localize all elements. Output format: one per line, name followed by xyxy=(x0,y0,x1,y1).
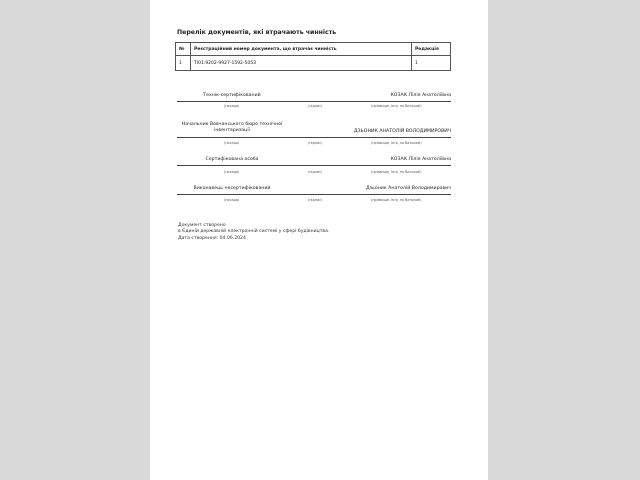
hint-position: (посада) xyxy=(224,104,240,108)
column-header-registration-number: Реєстраційний номер документа, що втрачає чинність xyxy=(191,43,412,56)
row-revision: 1 xyxy=(412,56,451,71)
hint-full-name: (прізвище, ім'я, по батькові) xyxy=(371,170,422,174)
hint-position: (посада) xyxy=(224,198,240,202)
row-registration-number: ТІ01:9202-9927-1592-5053 xyxy=(191,56,412,71)
hint-signature: (підпис) xyxy=(308,198,323,202)
signature-role: Виконавець несертифікований xyxy=(193,186,271,191)
hint-full-name: (прізвище, ім'я, по батькові) xyxy=(371,141,422,145)
column-header-number: № xyxy=(176,43,191,56)
hint-full-name: (прізвище, ім'я, по батькові) xyxy=(371,198,422,202)
hint-full-name: (прізвище, ім'я, по батькові) xyxy=(371,104,422,108)
signature-name: ДЗЬОНИК АНАТОЛІЙ ВОЛОДИМИРОВИЧ xyxy=(353,129,451,134)
documents-table xyxy=(175,42,451,71)
signature-name: КОЗАК Лілія Анатоліївна xyxy=(390,157,451,162)
hint-signature: (підпис) xyxy=(308,170,323,174)
signature-name: КОЗАК Лілія Анатоліївна xyxy=(390,93,451,98)
signature-line xyxy=(177,194,451,195)
footer-created-label: Документ створено xyxy=(178,223,226,228)
footer-creation-date: Дата створення: 04.06.2024 xyxy=(178,235,246,241)
row-number: 1 xyxy=(176,56,191,71)
column-header-revision: Редакція xyxy=(412,43,451,56)
signature-line xyxy=(177,101,451,102)
signature-block-head-of-bureau xyxy=(177,120,451,150)
document-page xyxy=(150,0,488,480)
hint-position: (посада) xyxy=(224,141,240,145)
signature-line xyxy=(177,165,451,166)
signature-role: Технік-сертифікований xyxy=(203,93,261,98)
hint-position: (посада) xyxy=(224,170,240,174)
signature-role: Начальник Вовчанського бюро технічної інвентаризації xyxy=(181,122,283,133)
table-row xyxy=(176,56,451,71)
hint-signature: (підпис) xyxy=(308,104,323,108)
hint-signature: (підпис) xyxy=(308,141,323,145)
signature-role: Сертифікована особа xyxy=(205,157,259,162)
signature-name: Дзьоник Анатолій Володимирович xyxy=(365,186,451,191)
footer-system-label: в Єдиній державній електронній системі у сфері будівництва. xyxy=(178,229,330,235)
signature-block-certified-person xyxy=(177,155,451,179)
table-header-row xyxy=(176,43,451,56)
signature-block-uncertified-executor xyxy=(177,184,451,208)
document-title: Перелік документів, які втрачають чинність xyxy=(177,29,337,36)
signature-line xyxy=(177,137,451,138)
document-footer xyxy=(178,223,329,242)
signature-block-technician xyxy=(177,90,451,114)
